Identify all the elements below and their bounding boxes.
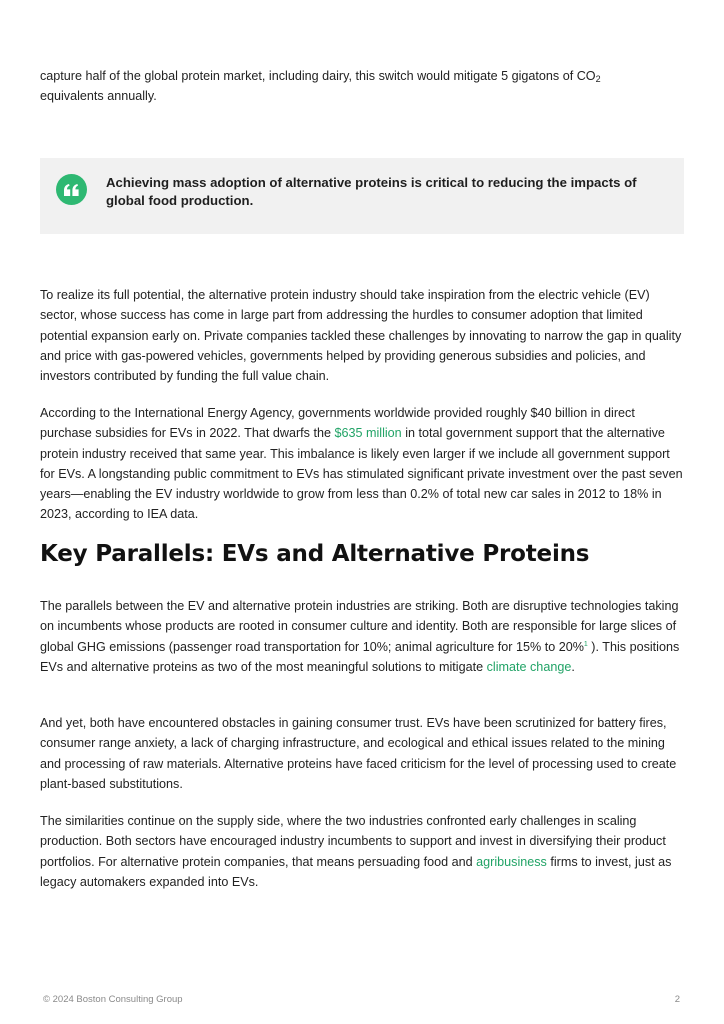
intro-text: capture half of the global protein market, including dairy, this switch would mitigate 5 gigatons of CO	[40, 69, 596, 83]
footnote-link[interactable]: 1	[583, 640, 588, 648]
paragraph-ev-inspiration: To realize its full potential, the alternative protein industry should take inspiration from the electric vehicle (EV) sector, whose success has come in large part from addressing the hurdles to consumer adoption that limited potential expansion early on. Private companies tackled these challenges by innovating to narrow the gap in quality and price with gas-powered vehicles, governments helped by providing generous subsidies and policies, and investors contributed by funding the full value chain.	[40, 288, 682, 384]
paragraph-consumer-trust: And yet, both have encountered obstacles in gaining consumer trust. EVs have been scrutinized for battery fires, consumer range anxiety, a lack of charging infrastructure, and ecological and ethical issues related to the mining and processing of raw materials. Alternative proteins have faced criticism for the level of processing used to create plant-based substitutions.	[40, 716, 677, 791]
section-heading: Key Parallels: EVs and Alternative Proteins	[40, 541, 590, 567]
paragraph-supply-side	[40, 811, 686, 892]
pull-quote	[40, 158, 684, 234]
page-number: 2	[674, 994, 680, 1005]
link-agribusiness[interactable]: agribusiness	[476, 854, 547, 869]
link-climate-change[interactable]: climate change	[486, 659, 572, 674]
paragraph-parallels-text-end: .	[571, 659, 575, 674]
paragraph-subsidies-text-end: in total government support that the alternative protein industry received that same year. This imbalance is likely even larger if we include all government support for EVs. A longstanding public commitment to EVs has stimulated significant private investment over the past seven years—enabling the EV industry worldwide to grow from less than 0.2% of total new car sales in 2012 to 18% in 2023, according to IEA data.	[40, 426, 683, 522]
co2-subscript: 2	[595, 74, 601, 84]
quote-icon	[56, 174, 87, 205]
footer-copyright: © 2024 Boston Consulting Group	[43, 994, 183, 1005]
paragraph-parallels-text: The parallels between the EV and alternative protein industries are striking. Both are disruptive technologies taking on incumbents whose products are rooted in consumer culture and identity. Both are responsible for large slices of global GHG emissions (passenger road transportation for 10%; animal agriculture for 15% to 20%	[40, 599, 679, 654]
link-635-million[interactable]: $635 million	[334, 426, 402, 441]
paragraph-parallels-text-mid: ). This positions EVs and alternative proteins as two of the most meaningful solutions to mitigate	[40, 639, 680, 674]
intro-text-end: equivalents annually.	[40, 89, 157, 104]
paragraph-subsidies	[40, 403, 686, 525]
paragraph-parallels	[40, 596, 686, 677]
paragraph-subsidies-text: According to the International Energy Agency, governments worldwide provided roughly $40 billion in direct purchase subsidies for EVs in 2022. That dwarfs the	[40, 406, 635, 441]
paragraph-supply-text-end: firms to invest, just as legacy automakers expanded into EVs.	[40, 854, 672, 889]
quote-text: Achieving mass adoption of alternative proteins is critical to reducing the impacts of global food production.	[106, 175, 637, 208]
intro-paragraph	[40, 66, 686, 107]
paragraph-supply-text: The similarities continue on the supply side, where the two industries confronted early challenges in scaling production. Both sectors have encouraged industry incumbents to support and invest in diversifying their product portfolios. For alternative protein companies, that means persuading food and	[40, 814, 666, 869]
